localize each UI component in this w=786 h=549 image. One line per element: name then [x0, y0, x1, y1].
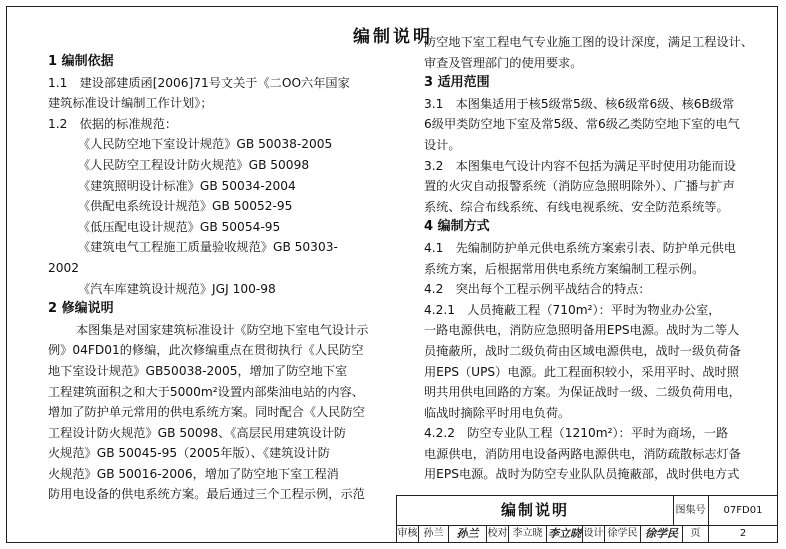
section-heading: 4 编制方式 [424, 219, 490, 235]
text-line: 防空地下室工程电气专业施工图的设计深度，满足工程设计、 [424, 35, 754, 49]
text-line: 3.1 本图集适用于核5级常5级、核6级常6级、核6B级常 [424, 96, 735, 111]
text-line: 《人民防空地下室设计规范》GB 50038-2005 [78, 137, 333, 152]
text-line: 《汽车库建筑设计规范》JGJ 100-98 [78, 281, 276, 296]
text-line: 《低压配电设计规范》GB 50054-95 [78, 219, 281, 234]
text-line: 建筑标准设计编制工作计划》； [48, 96, 213, 111]
atlas-number: 07FD01 [723, 505, 763, 516]
text-line: 临战时摘除平时用电负荷。 [424, 405, 571, 420]
text-line: 3.2 本图集电气设计内容不包括为满足平时使用功能而设 [424, 158, 736, 173]
review-name: 孙兰 [419, 525, 449, 543]
section-heading: 3 适用范围 [424, 75, 490, 91]
page-number: 2 [739, 528, 747, 539]
text-line: 《建筑照明设计标准》GB 50034-2004 [78, 178, 296, 193]
text-line: 《建筑电气工程施工质量验收规范》GB 50303- [78, 240, 338, 255]
text-line: 4.2.2 防空专业队工程（1210m²）：平时为商场，一路 [424, 426, 729, 441]
design-label: 设计 [583, 525, 605, 543]
title-block-top-row [397, 496, 778, 526]
check-signature: 李立晓 [547, 525, 583, 543]
text-line: 火规范》GB 50016-2006，增加了防空地下室工程消 [48, 466, 339, 481]
text-line: 本图集是对国家建筑标准设计《防空地下室电气设计示 [76, 322, 369, 337]
text-line: 一路电源供电，消防应急照明备用EPS电源。战时为二等人 [424, 323, 740, 338]
text-line: 地下室设计规范》GB50038-2005，增加了防空地下室 [48, 363, 348, 378]
text-line: 用EPS电源。战时为防空专业队队员掩蔽部，战时供电方式 [424, 467, 740, 482]
text-line: 例》04FD01的修编，此次修编重点在贯彻执行《人民防空 [48, 343, 364, 358]
title-block-sign-row [397, 525, 778, 543]
text-line: 工程建筑面积之和大于5000m²设置内部柴油电站的内容、 [48, 384, 364, 399]
check-label: 校对 [487, 525, 509, 543]
title-block [396, 495, 778, 543]
text-line: 4.1 先编制防护单元供电系统方案索引表、防护单元供电 [424, 240, 736, 255]
text-line: 《人民防空工程设计防火规范》GB 50098 [78, 157, 310, 172]
text-line: 1.2 依据的标准规范： [48, 116, 178, 131]
text-line: 设计。 [424, 137, 461, 152]
text-line: 电源供电，消防用电设备两路电源供电，消防疏散标志灯备 [424, 446, 741, 461]
design-signature: 徐学民 [641, 525, 683, 543]
text-line: 4.2 突出每个工程示例平战结合的特点： [424, 282, 651, 297]
review-signature: 孙兰 [449, 525, 487, 543]
page-title: 编制说明 [353, 27, 433, 47]
title-block-title: 编制说明 [397, 496, 674, 525]
page-label: 页 [683, 525, 709, 543]
text-line: 2002 [48, 260, 80, 275]
atlas-label: 图集号 [673, 496, 709, 525]
text-line: 员掩蔽所，战时二级负荷由区域电源供电，战时一级负荷备 [424, 343, 741, 358]
section-heading: 2 修编说明 [48, 301, 114, 317]
text-line: 置的火灾自动报警系统（消防应急照明除外）、广播与扩声 [424, 179, 735, 194]
text-line: 4.2.1 人员掩蔽工程（710m²）：平时为物业办公室， [424, 302, 721, 317]
section-heading: 1 编制依据 [48, 54, 114, 69]
text-line: 火规范》GB 50045-95（2005年版）、《建筑设计防 [48, 446, 330, 461]
review-label: 审核 [397, 525, 419, 543]
text-line: 审查及管理部门的使用要求。 [424, 55, 583, 70]
text-line: 用EPS（UPS）电源。此工程面积较小，采用平时、战时照 [424, 364, 739, 379]
check-name: 李立晓 [509, 525, 547, 543]
text-line: 系统、综合布线系统、有线电视系统、安全防范系统等。 [424, 199, 729, 214]
text-line: 防用电设备的供电系统方案。最后通过三个工程示例，示范 [48, 487, 365, 502]
left-column [48, 52, 390, 505]
right-column [424, 32, 760, 485]
text-line: 6级甲类防空地下室及常5级、常6级乙类防空地下室的电气 [424, 117, 740, 132]
text-line: 工程设计防火规范》GB 50098、《高层民用建筑设计防 [48, 425, 347, 440]
design-name: 徐学民 [605, 525, 641, 543]
text-line: 明共用供电回路的方案。为保证战时一级、二级负荷用电， [424, 385, 741, 400]
text-line: 《供配电系统设计规范》GB 50052-95 [78, 199, 293, 214]
text-line: 系统方案，后根据常用供电系统方案编制工程示例。 [424, 261, 705, 276]
text-line: 1.1 建设部建质函[2006]71号文关于《二OO六年国家 [48, 75, 350, 90]
text-line: 增加了防护单元常用的供电系统方案。同时配合《人民防空 [48, 405, 365, 420]
